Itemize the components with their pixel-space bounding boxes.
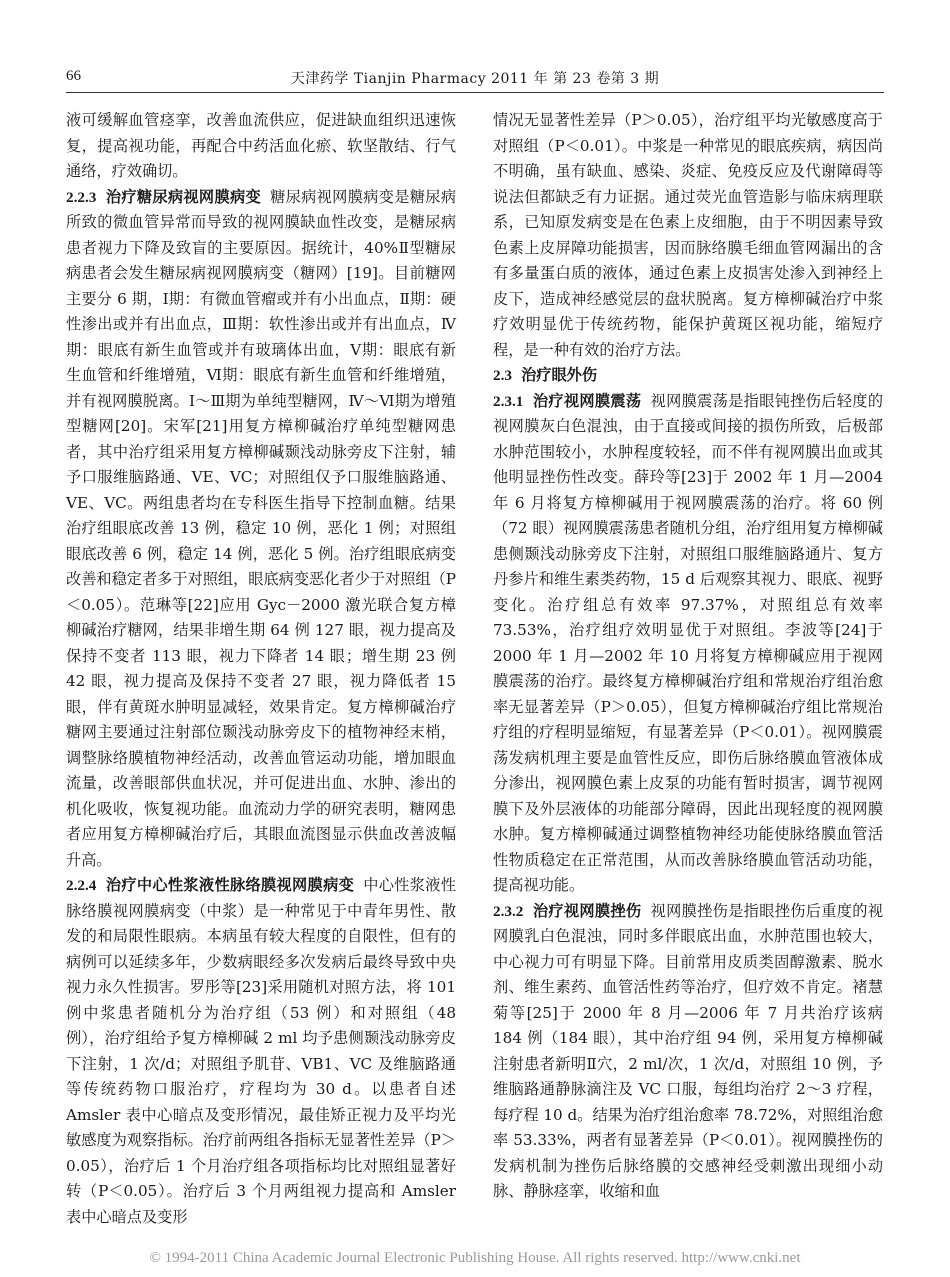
section-2-2-3 [66, 185, 456, 874]
running-header [66, 64, 884, 93]
section-2-2-4 [66, 873, 456, 1230]
section-title: 治疗视网膜震荡 [532, 391, 642, 410]
section-body: 视网膜挫伤是指眼挫伤后重度的视网膜乳白色混浊，同时多伴眼底出血，水肿范围也较大，中心视力可有明显下降。目前常用皮质类固醇激素、脱水剂、维生素药、血管活性药等治疗，但疗效不肯定。褚慧菊等[25]于 2000 年 8 月—2006 年 7 月共治疗该病 184 例（184 眼），其中治疗组 94 例，采用复方樟柳碱注射患者新明Ⅱ穴，2 ml/次，1 次/d，对照组 10 例，予维脑路通静脉滴注及 VC 口服，每组均治疗 2～3 疗程，每疗程 10 d。结果为治疗组治愈率 78.72%，对照组治愈率 53.33%，两者有显著差异（P＜0.01）。视网膜挫伤的发病机制为挫伤后脉络膜的交感神经受刺激出现细小动脉、静脉痉挛，收缩和血 [493, 901, 884, 1200]
section-2-3-1 [493, 389, 883, 899]
section-2-3-2 [493, 899, 883, 1205]
section-title: 治疗视网膜挫伤 [532, 901, 642, 920]
page-number: 66 [66, 68, 81, 84]
paragraph: 情况无显著性差异（P＞0.05），治疗组平均光敏感度高于对照组（P＜0.01）。中浆是一种常见的眼底疾病，病因尚不明确，虽有缺血、感染、炎症、免疫反应及代谢障碍等说法但都缺乏有力证据。通过荧光血管造影与临床病理联系，已知原发病变是在色素上皮细胞，由于不明因素导致色素上皮屏障功能损害，因而脉络膜毛细血管网漏出的含有多量蛋白质的液体，通过色素上皮损害处渗入到神经上皮下，造成神经感觉层的盘状脱离。复方樟柳碱治疗中浆疗效明显优于传统药物，能保护黄斑区视功能，缩短疗程，是一种有效的治疗方法。 [493, 111, 883, 359]
section-body: 中心性浆液性脉络膜视网膜病变（中浆）是一种常见于中青年男性、散发的和局限性眼病。本病虽有较大程度的自限性，但有的病例可以延续多年，少数病眼经多次发病后最终导致中央视力永久性损害。罗彤等[23]采用随机对照方法，将 101 例中浆患者随机分为治疗组（53 例）和对照组（48 例），治疗组给予复方樟柳碱 2 ml 均予患侧颞浅动脉旁皮下注射，1 次/d；对照组予肌苷、VB1、VC 及维脑路通等传统药物口服治疗，疗程均为 30 d。以患者自述 Amsler 表中心暗点及变形情况，最佳矫正视力及平均光敏感度为观察指标。治疗前两组各指标无显著性差异（P＞0.05），治疗后 1 个月治疗组各项指标均比对照组显著好转（P＜0.05）。治疗后 3 个月两组视力提高和 Amsler 表中心暗点及变形 [66, 876, 457, 1226]
section-number: 2.2.3 [66, 188, 97, 206]
section-body: 糖尿病视网膜病变是糖尿病所致的微血管异常而导致的视网膜缺血性改变，是糖尿病患者视力下降及致盲的主要原因。据统计，40%Ⅱ型糖尿病患者会发生糖尿病视网膜病变（糖网）[19]。目前糖网主要分 6 期，Ⅰ期：有微血管瘤或并有小出血点，Ⅱ期：硬性渗出或并有出血点，Ⅲ期：软性渗出或并有出血点，Ⅳ期：眼底有新生血管或并有玻璃体出血，Ⅴ期：眼底有新生血管和纤维增殖，Ⅵ期：眼底有新生血管和纤维增殖，并有视网膜脱离。Ⅰ～Ⅲ期为单纯型糖网，Ⅳ～Ⅵ期为增殖型糖网[20]。宋军[21]用复方樟柳碱治疗单纯型糖网患者，其中治疗组采用复方樟柳碱颞浅动脉旁皮下注射，辅予口服维脑路通、VE、VC；对照组仅予口服维脑路通、VE、VC。两组患者均在专科医生指导下控制血糖。结果治疗组眼底改善 13 例，稳定 10 例，恶化 1 例；对照组眼底改善 6 例，稳定 14 例，恶化 5 例。治疗组眼底病变改善和稳定者多于对照组，眼底病变恶化者少于对照组（P＜0.05）。范琳等[22]应用 Gyc－2000 激光联合复方樟柳碱治疗糖网，结果非增生期 64 例 127 眼，视力提高及保持不变者 113 眼，视力下降者 14 眼；增生期 23 例 42 眼，视力提高及保持不变者 27 眼，视力降低者 15 眼，伴有黄斑水肿明显减轻，效果肯定。复方樟柳碱治疗糖网主要通过注射部位颞浅动脉旁皮下的植物神经末梢，调整脉络膜植物神经活动，改善血管运动功能，增加眼血流量，改善眼部供血状况，并可促进出血、水肿、渗出的机化吸收，恢复视功能。血流动力学的研究表明，糖网患者应用复方樟柳碱治疗后，其眼血流图显示供血改善波幅升高。 [66, 187, 457, 869]
section-number: 2.3 [493, 367, 512, 384]
journal-title: 天津药学 Tianjin Pharmacy 2011 年 第 23 卷第 3 期 [290, 71, 660, 87]
section-number: 2.3.1 [493, 392, 524, 410]
section-title: 治疗中心性浆液性脉络膜视网膜病变 [105, 876, 355, 894]
paragraph: 液可缓解血管痉挛，改善血流供应，促进缺血组织迅速恢复，提高视功能，再配合中药活血化瘀、软坚散结、行气通络，疗效确切。 [66, 111, 456, 180]
left-column [66, 108, 456, 1230]
section-2-3 [493, 363, 883, 389]
section-title: 治疗糖尿病视网膜病变 [105, 187, 261, 206]
section-number: 2.2.4 [66, 877, 97, 894]
section-number: 2.3.2 [493, 902, 524, 920]
right-column [493, 108, 883, 1205]
section-title: 治疗眼外伤 [521, 366, 598, 384]
section-body: 视网膜震荡是指眼钝挫伤后轻度的视网膜灰白色混浊，由于直接或间接的损伤所致，后极部水肿范围较小，水肿程度较轻，而不伴有视网膜出血或其他明显挫伤性改变。薛玲等[23]于 2002 年 1 月—2004 年 6 月将复方樟柳碱用于视网膜震荡的治疗。将 60 例（72 眼）视网膜震荡患者随机分组，治疗组用复方樟柳碱患侧颞浅动脉旁皮下注射，对照组口服维脑路通片、复方丹参片和维生素类药物，15 d 后观察其视力、眼底、视野变化。治疗组总有效率 97.37%，对照组总有效率 73.53%，治疗组疗效明显优于对照组。李波等[24]于 2000 年 1 月—2002 年 10 月将复方樟柳碱应用于视网膜震荡的治疗。最终复方樟柳碱治疗组和常规治疗组治愈率无显著差异（P＞0.05），但复方樟柳碱治疗组比常规治疗组的疗程明显缩短，有显著差异（P＜0.01）。视网膜震荡发病机理主要是血管性反应，即伤后脉络膜血管液体成分渗出，视网膜色素上皮泵的功能有暂时损害，调节视网膜下及外层液体的功能部分障碍，因此出现轻度的视网膜水肿。复方樟柳碱通过调整植物神经功能使脉络膜血管活性物质稳定在正常范围，从而改善脉络膜血管活动功能，提高视功能。 [493, 391, 884, 894]
copyright-footer: © 1994-2011 China Academic Journal Electronic Publishing House. All rights reserved. http://www.cnki.net [149, 1250, 801, 1266]
